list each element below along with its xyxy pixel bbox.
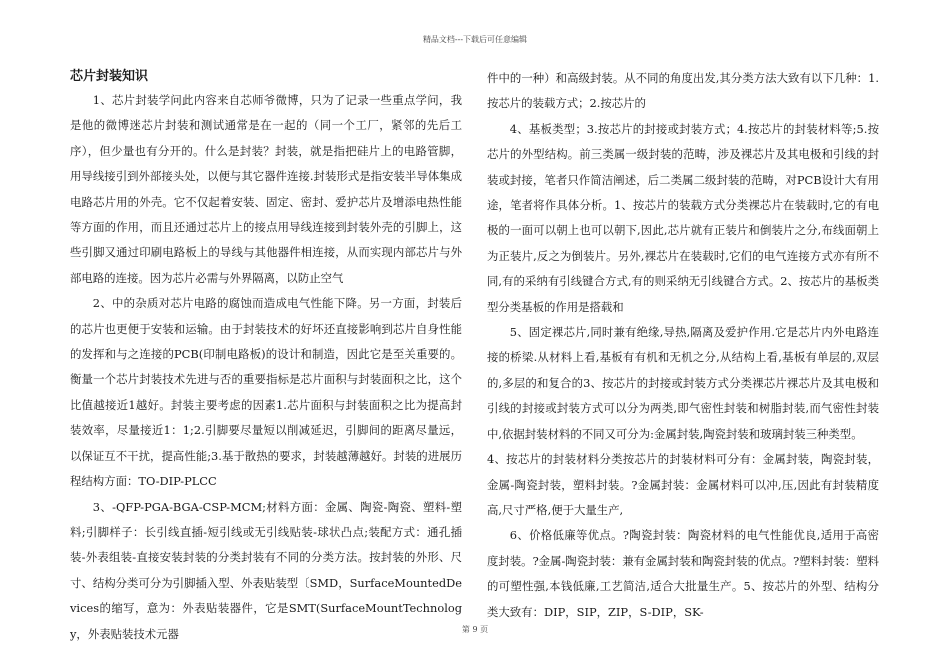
paragraph: 2、中的杂质对芯片电路的腐蚀而造成电气性能下降。另一方面，封装后的芯片也更便于安装和运输。由于封装技术的好坏还直接影响到芯片自身性能的发挥和与之连接的PCB(印制电路板)的设计和制造，因此它是至关重要的。衡量一个芯片封装技术先进与否的重要指标是芯片面积与封装面积之比，这个比值越接近1越好。封装主要考虑的因素1.芯片面积与封装面积之比为提高封装效率，尽量接近1：1;2.引脚要尽量短以削减延迟，引脚间的距离尽量远，以保证互不干扰，提高性能;3.基于散热的要求，封装越薄越好。封装的进展历程结构方面：TO-DIP-PLCC	[70, 296, 462, 489]
page-number: 第 9 页	[461, 625, 489, 634]
paragraph: 件中的一种）和高级封装。从不同的角度出发,其分类方法大致有以下几种：1.按芯片的装载方式；2.按芯片的	[487, 71, 879, 111]
paragraph: 4、按芯片的封装材料分类按芯片的封装材料可分有：金属封装，陶瓷封装，金属-陶瓷封装，塑料封装。?金属封装：金属材料可以冲,压,因此有封装精度高,尺寸严格,便于大量生产,	[487, 452, 879, 517]
paragraph: 6、价格低廉等优点。?陶瓷封装：陶瓷材料的电气性能优良,适用于高密度封装。?金属-陶瓷封装：兼有金属封装和陶瓷封装的优点。?塑料封装：塑料的可塑性强,本钱低廉,工艺简洁,适合大批量生产。5、按芯片的外型、结构分类大致有：DIP，SIP，ZIP，S-DIP，SK-	[487, 528, 879, 619]
left-column	[70, 66, 462, 647]
page-header: 精品文档---下载后可任意编辑	[422, 35, 528, 44]
paragraph: 3、-QFP-PGA-BGA-CSP-MCM;材料方面：金属、陶瓷-陶瓷、塑料-塑料;引脚样子：长引线直插-短引线或无引线贴装-球状凸点;装配方式：通孔插装-外表组装-直接安装封装的分类封装有不同的分类方法。按封装的外形、尺寸、结构分类可分为引脚插入型、外表贴装型〔SMD，SurfaceMountedDevices的缩写，意为：外表贴装器件，它是SMT(SurfaceMountTechnology，外表贴装技术元器	[70, 499, 462, 641]
paragraph: 1、芯片封装学问此内容来自芯师爷微博，只为了记录一些重点学问，我是他的微博迷芯片封装和测试通常是在一起的（同一个工厂，紧邻的先后工序），但少量也有分开的。什么是封装？封装，就是指把硅片上的电路管脚，用导线接引到外部接头处，以便与其它器件连接.封装形式是指安装半导体集成电路芯片用的外壳。它不仅起着安装、固定、密封、爱护芯片及增添电热性能等方面的作用，而且还通过芯片上的接点用导线连接到封装外壳的引脚上，这些引脚又通过印刷电路板上的导线与其他器件相连接，从而实现内部芯片与外部电路的连接。因为芯片必需与外界隔离，以防止空气	[70, 93, 462, 285]
document-title: 芯片封装知识	[70, 69, 149, 84]
paragraph: 4、基板类型；3.按芯片的封接或封装方式；4.按芯片的封装材料等;5.按芯片的外型结构。前三类属一级封装的范畴，涉及裸芯片及其电极和引线的封装或封接，笔者只作简洁阐述，后二类属二级封装的范畴，对PCB设计大有用途，笔者将作具体分析。1、按芯片的装载方式分类裸芯片在装载时,它的有电极的一面可以朝上也可以朝下,因此,芯片就有正装片和倒装片之分,布线面朝上为正装片,反之为倒装片。另外,裸芯片在装载时,它们的电气连接方式亦有所不同,有的采纳有引线键合方式,有的则采纳无引线键合方式。2、按芯片的基板类型分类基板的作用是搭载和	[487, 121, 879, 314]
right-column	[487, 66, 879, 625]
paragraph: 5、固定裸芯片,同时兼有绝缘,导热,隔离及爱护作用.它是芯片内外电路连接的桥梁.从材料上看,基板有有机和无机之分,从结构上看,基板有单层的,双层的,多层的和复合的3、按芯片的封接或封装方式分类裸芯片裸芯片及其电极和引线的封接或封装方式可以分为两类,即气密性封装和树脂封装,而气密性封装中,依据封装材料的不同又可分为:金属封装,陶瓷封装和玻璃封装三种类型。	[487, 325, 879, 441]
